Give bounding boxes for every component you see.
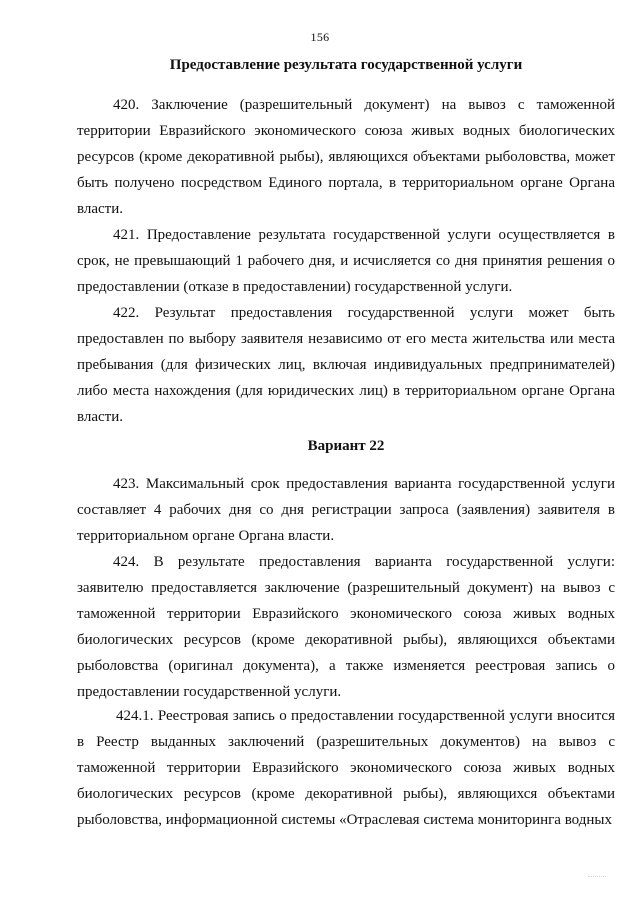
- section-heading-variant: Вариант 22: [307, 438, 385, 454]
- paragraph-421: 421. Предоставление результата государственной услуги осуществляется в срок, не превышающий 1 рабочего дня, и исчисляется со дня принятия решения о предоставлении (отказе в предоставлении) государственной услуги.: [77, 227, 615, 295]
- paragraph-423: 423. Максимальный срок предоставления варианта государственной услуги составляет 4 рабочих дня со дня регистрации запроса (заявления) заявителя в территориальном органе Органа власти.: [77, 476, 615, 544]
- paragraph-424: 424. В результате предоставления варианта государственной услуги: заявителю предоставляется заключение (разрешительный документ) на вывоз с таможенной территории Евразийского экономического союза живых водных биологических ресурсов (кроме декоративной рыбы), являющихся объектами рыболовства (оригинал документа), а также изменяется реестровая запись о предоставлении государственной услуги.: [77, 554, 615, 700]
- scan-artifact: [588, 876, 606, 883]
- paragraph-420: 420. Заключение (разрешительный документ) на вывоз с таможенной территории Евразийского экономического союза живых водных биологических ресурсов (кроме декоративной рыбы), являющихся объектами рыболовства, может быть получено посредством Единого портала, в территориальном органе Органа власти.: [77, 97, 615, 217]
- paragraph-424-1: 424.1. Реестровая запись о предоставлении государственной услуги вносится в Реестр выданных заключений (разрешительных документов) на вывоз с таможенной территории Евразийского экономического союза живых водных биологических ресурсов (кроме декоративной рыбы), являющихся объектами рыболовства, информационной системы «Отраслевая система мониторинга водных: [77, 708, 615, 828]
- paragraph-422: 422. Результат предоставления государственной услуги может быть предоставлен по выбору заявителя независимо от его места жительства или места пребывания (для физических лиц, включая индивидуальных предпринимателей) либо места нахождения (для юридических лиц) в территориальном органе Органа власти.: [77, 305, 615, 425]
- section-heading-result: Предоставление результата государственной услуги: [169, 57, 523, 73]
- page-number: 156: [310, 30, 330, 44]
